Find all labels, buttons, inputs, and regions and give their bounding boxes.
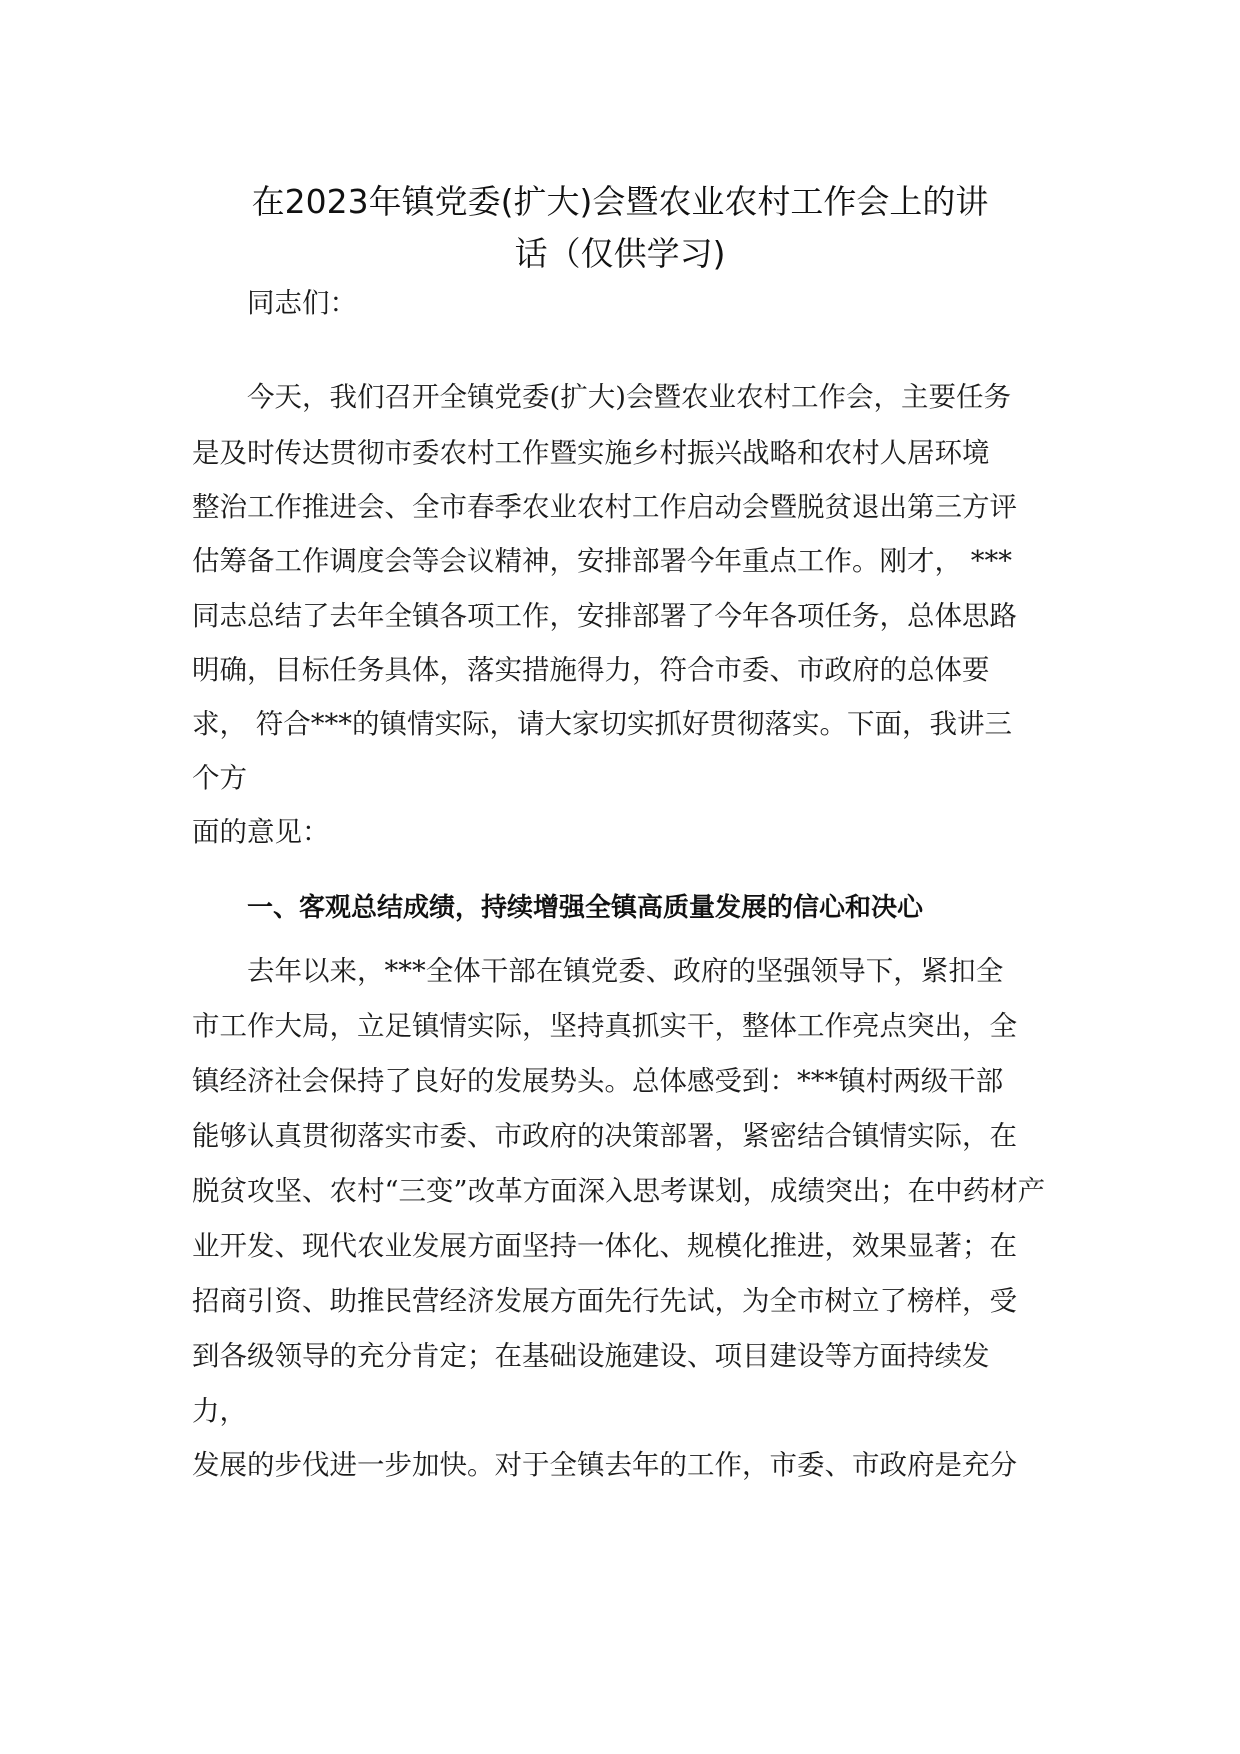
paragraph-1-line: 同志总结了去年全镇各项工作，安排部署了今年各项任务，总体思路: [192, 600, 1017, 632]
paragraph-2-line: 业开发、现代农业发展方面坚持一体化、规模化推进，效果显著；在: [192, 1230, 1017, 1262]
paragraph-2-line: 发展的步伐进一步加快。对于全镇去年的工作，市委、市政府是充分: [192, 1449, 1017, 1481]
paragraph-1-line: 估筹备工作调度会等会议精神，安排部署今年重点工作。刚才， ***: [192, 545, 1012, 577]
paragraph-2-line: 去年以来，***全体干部在镇党委、政府的坚强领导下，紧扣全: [247, 955, 1004, 987]
paragraph-1-line: 明确，目标任务具体，落实措施得力，符合市委、市政府的总体要: [192, 654, 990, 686]
document-title-line-2: 话（仅供学习): [514, 234, 726, 273]
paragraph-2-line: 到各级领导的充分肯定；在基础设施建设、项目建设等方面持续发: [192, 1340, 990, 1372]
paragraph-2-line: 招商引资、助推民营经济发展方面先行先试，为全市树立了榜样，受: [192, 1285, 1017, 1317]
paragraph-1-line: 求， 符合***的镇情实际，请大家切实抓好贯彻落实。下面，我讲三: [192, 708, 1012, 740]
paragraph-2-line: 脱贫攻坚、农村“三变”改革方面深入思考谋划，成绩突出；在中药材产: [192, 1175, 1046, 1207]
paragraph-1-line: 今天，我们召开全镇党委(扩大)会暨农业农村工作会，主要任务: [247, 381, 1011, 413]
paragraph-1-line: 是及时传达贯彻市委农村工作暨实施乡村振兴战略和农村人居环境: [192, 437, 990, 469]
paragraph-1-line: 面的意见：: [192, 816, 330, 848]
salutation: 同志们：: [247, 287, 357, 319]
paragraph-2-line: 能够认真贯彻落实市委、市政府的决策部署，紧密结合镇情实际，在: [192, 1120, 1017, 1152]
paragraph-2-line: 力，: [192, 1395, 247, 1427]
paragraph-1-line: 个方: [192, 762, 247, 794]
document-title-line-1: 在2023年镇党委(扩大)会暨农业农村工作会上的讲: [251, 182, 989, 221]
paragraph-2-line: 市工作大局，立足镇情实际，坚持真抓实干，整体工作亮点突出，全: [192, 1010, 1017, 1042]
paragraph-2-line: 镇经济社会保持了良好的发展势头。总体感受到：***镇村两级干部: [192, 1065, 1004, 1097]
paragraph-1-line: 整治工作推进会、全市春季农业农村工作启动会暨脱贫退出第三方评: [192, 491, 1017, 523]
section-heading-1: 一、客观总结成绩，持续增强全镇高质量发展的信心和决心: [247, 893, 924, 923]
